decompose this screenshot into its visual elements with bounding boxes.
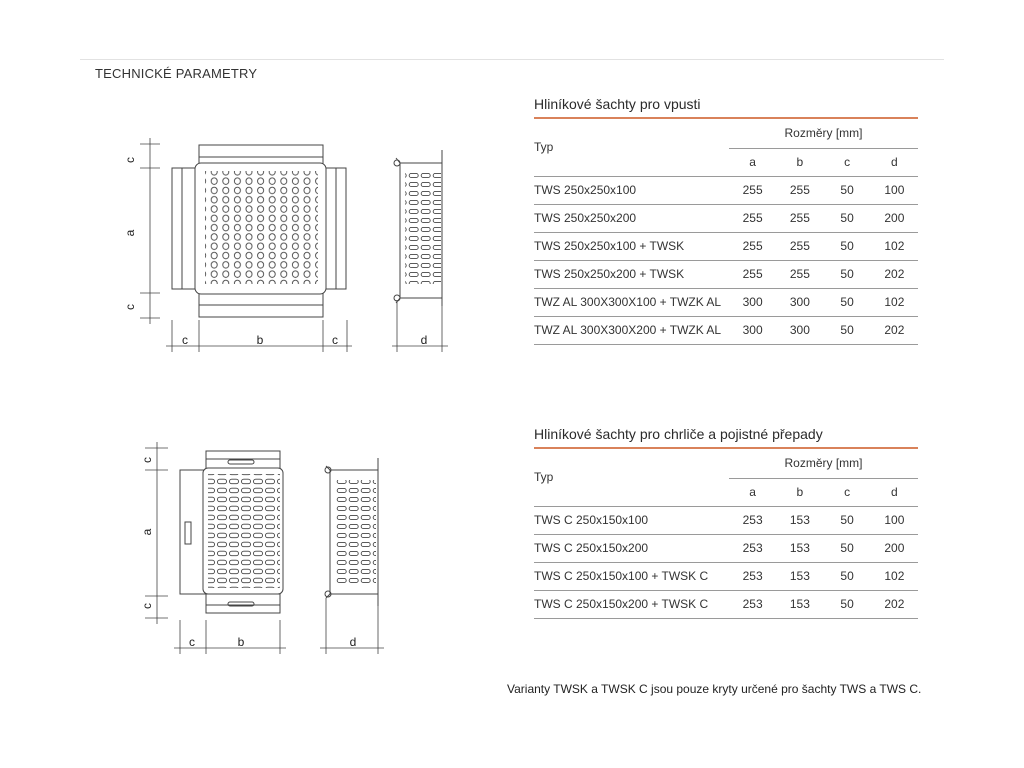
row-typ: TWZ AL 300X300X100 + TWZK AL: [534, 288, 729, 316]
row-typ: TWS C 250x150x200: [534, 534, 729, 562]
row-c: 50: [823, 590, 870, 618]
row-b: 153: [776, 506, 823, 534]
row-typ: TWS C 250x150x200 + TWSK C: [534, 590, 729, 618]
top-dim-c-lower: c: [123, 304, 137, 310]
table-row: [534, 562, 918, 590]
section-2-title: Hliníkové šachty pro chrliče a pojistné přepady: [534, 426, 823, 442]
section-1-title: Hliníkové šachty pro vpusti: [534, 96, 701, 112]
table-row: [534, 316, 918, 344]
col-a-header: a: [729, 148, 776, 176]
row-c: 50: [823, 204, 870, 232]
row-c: 50: [823, 506, 870, 534]
row-b: 255: [776, 232, 823, 260]
footnote: Varianty TWSK a TWSK C jsou pouze kryty určené pro šachty TWS a TWS C.: [507, 682, 922, 696]
top-dim-a: a: [123, 229, 137, 237]
row-typ: TWS 250x250x100: [534, 176, 729, 204]
row-c: 50: [823, 534, 870, 562]
row-c: 50: [823, 176, 870, 204]
top-dim-d: d: [420, 333, 428, 347]
row-typ: TWS 250x250x200: [534, 204, 729, 232]
row-a: 253: [729, 506, 776, 534]
top-front-view: [172, 145, 346, 317]
col-a-header: a: [729, 478, 776, 506]
table-row: [534, 260, 918, 288]
bottom-dim-b: b: [237, 635, 245, 649]
bottom-front-view: [180, 451, 283, 613]
row-c: 50: [823, 316, 870, 344]
col-b-header: b: [776, 148, 823, 176]
row-b: 255: [776, 204, 823, 232]
table-row: [534, 204, 918, 232]
dims-header: Rozměry [mm]: [729, 118, 918, 148]
row-b: 153: [776, 534, 823, 562]
bottom-dim-c-left: c: [189, 635, 195, 649]
bottom-dim-c-upper: c: [140, 457, 154, 463]
row-typ: TWS 250x250x100 + TWSK: [534, 232, 729, 260]
row-c: 50: [823, 562, 870, 590]
section-1-table: [534, 117, 918, 345]
col-d-header: d: [871, 478, 918, 506]
row-b: 255: [776, 176, 823, 204]
row-d: 100: [871, 506, 918, 534]
row-a: 300: [729, 288, 776, 316]
top-dim-b: b: [256, 333, 264, 347]
row-typ: TWS C 250x150x100: [534, 506, 729, 534]
row-b: 153: [776, 562, 823, 590]
col-d-header: d: [871, 148, 918, 176]
row-a: 253: [729, 534, 776, 562]
row-typ: TWS 250x250x200 + TWSK: [534, 260, 729, 288]
col-c-header: c: [823, 478, 870, 506]
row-d: 202: [871, 316, 918, 344]
col-c-header: c: [823, 148, 870, 176]
bottom-dim-c-lower: c: [140, 603, 154, 609]
row-a: 255: [729, 176, 776, 204]
row-a: 253: [729, 562, 776, 590]
row-b: 300: [776, 288, 823, 316]
row-a: 255: [729, 204, 776, 232]
table-row: [534, 232, 918, 260]
row-a: 253: [729, 590, 776, 618]
bottom-dim-d: d: [349, 635, 357, 649]
row-d: 200: [871, 204, 918, 232]
row-a: 300: [729, 316, 776, 344]
row-a: 255: [729, 260, 776, 288]
row-d: 102: [871, 232, 918, 260]
top-dim-c-right: c: [332, 333, 338, 347]
row-d: 100: [871, 176, 918, 204]
table-row: [534, 288, 918, 316]
top-side-view: [394, 150, 442, 306]
row-c: 50: [823, 288, 870, 316]
row-d: 102: [871, 288, 918, 316]
row-d: 200: [871, 534, 918, 562]
section-2-table: [534, 447, 918, 619]
col-b-header: b: [776, 478, 823, 506]
typ-header: Typ: [534, 448, 729, 506]
top-dim-c-upper: c: [123, 157, 137, 163]
page-title: TECHNICKÉ PARAMETRY: [95, 66, 258, 81]
typ-header: Typ: [534, 118, 729, 176]
table-row: [534, 506, 918, 534]
row-d: 102: [871, 562, 918, 590]
bottom-dim-a: a: [140, 528, 154, 536]
row-c: 50: [823, 260, 870, 288]
table-row: [534, 590, 918, 618]
bottom-side-view: [325, 458, 378, 606]
table-row: [534, 534, 918, 562]
row-b: 255: [776, 260, 823, 288]
row-typ: TWS C 250x150x100 + TWSK C: [534, 562, 729, 590]
dims-header: Rozměry [mm]: [729, 448, 918, 478]
row-c: 50: [823, 232, 870, 260]
row-a: 255: [729, 232, 776, 260]
row-b: 300: [776, 316, 823, 344]
row-typ: TWZ AL 300X300X200 + TWZK AL: [534, 316, 729, 344]
top-dim-c-left: c: [182, 333, 188, 347]
row-d: 202: [871, 260, 918, 288]
row-b: 153: [776, 590, 823, 618]
row-d: 202: [871, 590, 918, 618]
table-row: [534, 176, 918, 204]
